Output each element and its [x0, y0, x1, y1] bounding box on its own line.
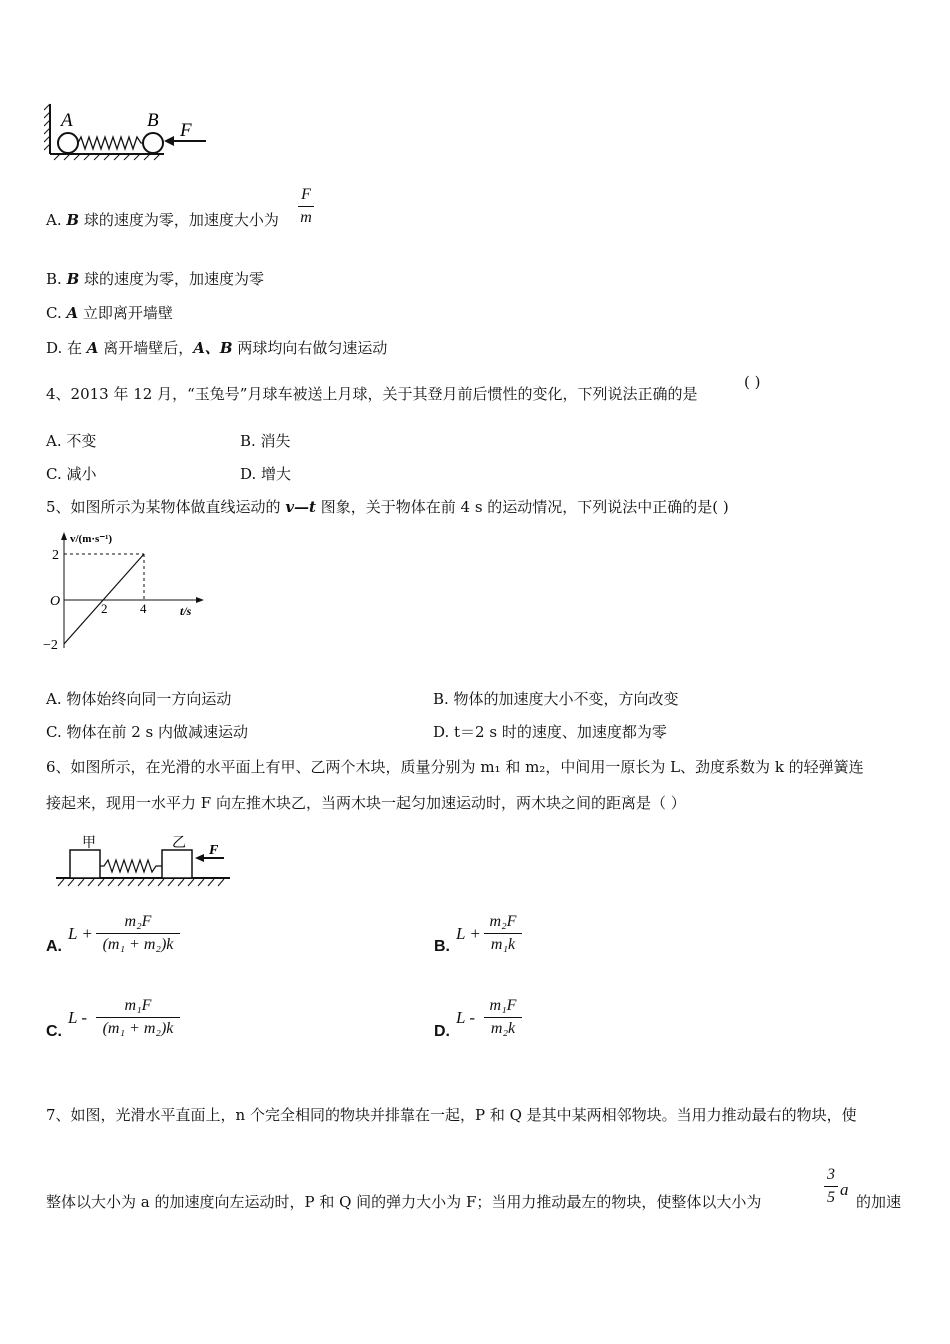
q6-stem-line1: 6、如图所示，在光滑的水平面上有甲、乙两个木块，质量分别为 m₁ 和 m₂，中间用一原长为 L、劲度系数为 k 的轻弹簧连 [46, 758, 864, 776]
label-a: A [61, 110, 73, 131]
q3-option-a-fraction: F m [298, 186, 314, 227]
q3-option-a: A. B 球的速度为零，加速度大小为 [46, 211, 279, 229]
q7-frac-var: a [840, 1180, 849, 1199]
q4-option-c: C. 减小 [46, 465, 97, 483]
graph-xlabel: t/s [180, 604, 192, 618]
q5-option-c: C. 物体在前 2 s 内做减速运动 [46, 723, 249, 741]
q4-stem: 4、2013 年 12 月，“玉兔号”月球车被送上月球，关于其登月前后惯性的变化，下列说法正确的是 [46, 385, 698, 403]
graph-y-top: 2 [52, 548, 59, 563]
graph-origin: O [50, 594, 61, 609]
label-b: B [147, 110, 159, 131]
q7-line2: 整体以大小为 a 的加速度向左运动时，P 和 Q 间的弹力大小为 F；当用力推动最左的物块，使整体以大小为 [46, 1193, 762, 1211]
block-jia-label: 甲 [82, 836, 96, 851]
q6-option-c-fraction: m₁F (m₁ + m₂)k [96, 997, 180, 1038]
q6-option-a-fraction: m₂F (m₁ + m₂)k [96, 913, 180, 954]
q6-option-b-lhs: L + [456, 924, 481, 943]
wall-spring-figure [44, 102, 214, 162]
vt-graph [40, 528, 210, 658]
q6-option-d-fraction: m₁F m₂k [484, 997, 522, 1038]
q5-option-d: D. t＝2 s 时的速度、加速度都为零 [433, 723, 667, 741]
q4-paren: ( ) [744, 373, 761, 391]
q5-option-b: B. 物体的加速度大小不变，方向改变 [433, 690, 679, 708]
q5-option-a: A. 物体始终向同一方向运动 [46, 690, 232, 708]
q3-option-c: C. A 立即离开墙壁 [46, 304, 173, 322]
q5-stem: 5、如图所示为某物体做直线运动的 v—t 图象，关于物体在前 4 s 的运动情况，下列说法中正确的是( ) [46, 498, 729, 516]
label-f: F [180, 120, 192, 141]
graph-x-mid: 2 [101, 601, 108, 616]
q4-option-a: A. 不变 [46, 432, 97, 450]
q3-option-d: D. 在 A 离开墙壁后，A、B 两球均向右做匀速运动 [46, 339, 388, 357]
q6-option-b-fraction: m₂F m₁k [484, 913, 522, 954]
q7-line1: 7、如图，光滑水平直面上，n 个完全相同的物块并排靠在一起，P 和 Q 是其中某两相邻物块。当用力推动最右的物块，使 [46, 1106, 857, 1124]
graph-x-end: 4 [140, 601, 147, 616]
q6-option-c-label: C. [46, 1023, 62, 1040]
block-yi-label: 乙 [172, 836, 186, 851]
q3-option-b: B. B 球的速度为零，加速度为零 [46, 270, 265, 288]
q7-line2-end: 的加速 [856, 1193, 902, 1211]
q7-fraction: 3 5 [824, 1166, 838, 1207]
q6-option-b-label: B. [434, 938, 450, 955]
q6-option-d-label: D. [434, 1023, 450, 1040]
q6-option-a-lhs: L + [68, 924, 93, 943]
force-f-label: F [209, 843, 219, 858]
q4-option-d: D. 增大 [240, 465, 292, 483]
q6-option-c-lhs: L - [68, 1008, 88, 1027]
q6-option-d-lhs: L - [456, 1008, 476, 1027]
graph-y-bottom: −2 [43, 638, 58, 653]
q4-option-b: B. 消失 [240, 432, 291, 450]
blocks-spring-figure [54, 832, 234, 888]
graph-ylabel: v/(m·s⁻¹) [70, 533, 113, 545]
q6-stem-line2: 接起来，现用一水平力 F 向左推木块乙，当两木块一起匀加速运动时，两木块之间的距离是（ ） [46, 794, 686, 812]
q6-option-a-label: A. [46, 938, 62, 955]
